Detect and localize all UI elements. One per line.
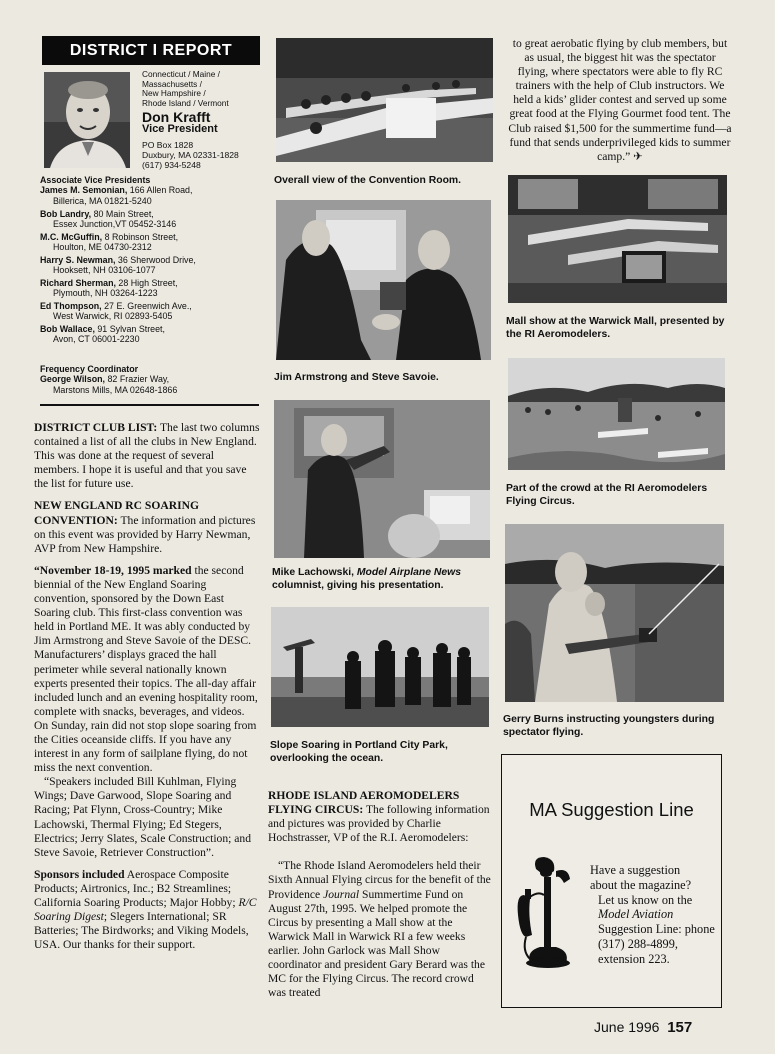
ma-line: Suggestion Line: phone — [598, 922, 715, 937]
paragraph-text: the second biennial of the New England Soaring convention, sponsored by the Down East Soaring club. This first-class convention was held in Portland ME. It was ably conducted by Jim Armstrong and Steve Savoie of the DESC. Manufacturers’ displays graced the hall perimeter while several nationally known experts presented their topics. The all-day affair included lunch and an evening hospitality room, complete with snacks, beverages, and videos. On Sunday, rain did not stop slope soaring from the Cities oceanside cliffs. If you have any interest in any form of sailplane flying, do not miss the next convention. — [34, 563, 258, 775]
paragraph-text: The information and pictures on this event was provided by Harry Newman, AVP from New Hampshire. — [34, 513, 256, 555]
avp-name: M.C. McGuffin, — [40, 231, 103, 242]
column-3-article-continuation — [508, 37, 732, 164]
avp-city: Billerica, MA 01821-5240 — [53, 195, 152, 206]
ma-line: Let us know on the — [598, 892, 693, 907]
avp-street: 27 E. Greenwich Ave., — [101, 300, 192, 311]
avp-city: Avon, CT 06001-2230 — [53, 334, 140, 345]
states-line: Rhode Island / Vermont — [142, 97, 229, 108]
issue-date: June 1996 — [594, 1019, 660, 1035]
lead-in: “November 18-19, 1995 marked — [34, 563, 192, 577]
column-1-article — [34, 421, 260, 952]
paragraph-soaring-convention — [34, 499, 260, 555]
avp-name: Bob Landry, — [40, 208, 92, 219]
lead-in: Sponsors included — [34, 867, 125, 881]
magazine-title: Model Airplane News — [356, 567, 462, 578]
avp-heading: Associate Vice Presidents — [40, 175, 151, 185]
freq-heading: Frequency Coordinator — [40, 364, 139, 374]
states-line: Connecticut / Maine / — [142, 69, 220, 79]
paragraph-text: to great aerobatic flying by club members, but as usual, the biggest hit was the spectator flying, where spectators were able to fly RC trainers with the help of Club instructors. We held a kids’ glider contest and served up some great food at the Flying Gourmet food tent. The Club raised $1,500 for the summertime fund—a fund that sends underprivileged kids to summer camp.” — [508, 37, 732, 163]
avp-name: Bob Wallace, — [40, 324, 95, 335]
avp-entry — [40, 185, 268, 206]
district-report-banner: DISTRICT I REPORT — [42, 36, 260, 65]
ma-phone-number: (317) 288-4899, — [598, 936, 678, 951]
associate-vp-list — [40, 175, 268, 347]
paragraph-club-list — [34, 421, 260, 491]
armstrong-savoie-photo — [276, 200, 491, 360]
avp-street: 28 High Street, — [115, 277, 178, 288]
freq-street: 82 Frazier Way, — [105, 374, 170, 385]
convention-room-photo — [276, 38, 493, 162]
page-footer — [594, 1018, 692, 1037]
caption-text: columnist, giving his presentation. — [272, 579, 444, 591]
candlestick-telephone-icon — [516, 855, 584, 973]
section-divider — [40, 404, 259, 406]
slope-soaring-photo — [271, 607, 489, 727]
paragraph-november — [34, 564, 260, 775]
caption-slope-soaring: Slope Soaring in Portland City Park, overlooking the ocean. — [270, 740, 448, 764]
address-line: PO Box 1828 — [142, 140, 194, 150]
flying-circus-crowd-photo — [508, 358, 725, 470]
paragraph-text: ; Slegers International; SR Batteries; The Birdworks; and Viking Models, USA. Our thanks for their support. — [34, 910, 249, 952]
magazine-title: Model Aviation — [598, 907, 674, 922]
spectator-flying-photo — [505, 524, 724, 702]
caption-lachowski — [272, 567, 494, 592]
avp-street: 8 Robinson Street, — [102, 231, 179, 242]
paragraph-sponsors — [34, 868, 260, 953]
avp-street: 166 Allen Road, — [127, 185, 193, 196]
suggestion-line-title: MA Suggestion Line — [529, 799, 694, 820]
avp-city: Houlton, ME 04730-2312 — [53, 242, 152, 253]
ma-suggestion-line-box — [501, 754, 722, 1008]
ma-line: about the magazine? — [590, 877, 692, 892]
avp-entry — [40, 278, 268, 299]
avp-name: Ed Thompson, — [40, 300, 102, 311]
avp-street: 36 Sherwood Drive, — [115, 254, 196, 265]
lachowski-presentation-photo — [274, 400, 490, 558]
avp-city: Hooksett, NH 03106-1077 — [53, 265, 156, 276]
paragraph-text: “The Rhode Island Aeromodelers held their Sixth Annual Flying circus for the benefit of the Providence — [268, 859, 491, 901]
avp-name: Richard Sherman, — [40, 277, 116, 288]
freq-city: Marstons Mills, MA 02648-1866 — [53, 384, 178, 395]
freq-name: George Wilson, — [40, 374, 106, 385]
avp-city: Essex Junction,VT 05452-3146 — [53, 218, 177, 229]
district-states — [142, 70, 262, 108]
paragraph-text: The following information and pictures was provided by Charlie Hochstrasser, VP of the R.I. Aeromodelers: — [268, 803, 490, 845]
paragraph-flying-circus — [268, 859, 492, 1000]
avp-city: Plymouth, NH 03264-1223 — [53, 288, 158, 299]
column-2-article — [268, 789, 492, 1000]
avp-entry — [40, 301, 268, 322]
paragraph-ri-aeromodelers — [268, 789, 492, 845]
magazine-title: R/C Soaring Digest — [34, 896, 257, 924]
states-line: New Hampshire / — [142, 88, 206, 99]
avp-entry — [40, 255, 268, 276]
caption-text: Mike Lachowski, — [272, 567, 357, 578]
freq-entry — [40, 374, 268, 395]
avp-entry — [40, 232, 268, 253]
caption-armstrong-savoie: Jim Armstrong and Steve Savoie. — [274, 372, 439, 383]
lead-in: NEW ENGLAND RC SOARING CONVENTION: — [34, 499, 200, 527]
ma-extension: extension 223. — [598, 951, 670, 966]
end-of-article-airplane-icon: ✈ — [633, 149, 643, 163]
lead-in: RHODE ISLAND AEROMODELERS FLYING CIRCUS: — [268, 789, 460, 817]
avp-name: James M. Semonian, — [40, 185, 128, 196]
caption-crowd: Part of the crowd at the RI Aeromodelers Flying Circus. — [506, 483, 708, 507]
caption-convention-room: Overall view of the Convention Room. — [274, 175, 462, 186]
avp-city: West Warwick, RI 02893-5405 — [53, 311, 173, 322]
suggestion-line-text — [590, 863, 720, 967]
avp-name: Harry S. Newman, — [40, 254, 116, 265]
avp-street: 91 Sylvan Street, — [94, 324, 165, 335]
avp-street: 80 Main Street, — [91, 208, 154, 219]
warwick-mall-show-photo — [508, 175, 727, 303]
paragraph-text: The last two columns contained a list of all the clubs in New England. This was done at the request of several members. I hope it is useful and that you save the list for future use. — [34, 421, 260, 491]
paragraph-speakers: “Speakers included Bill Kuhlman, Flying Wings; Dave Garwood, Slope Soaring and Racing; Pat Flynn, Cross-Country; Mike Lachowski, Thermal Flying; Ed Stegers, Electrics; Jerry Slates, Scale Construction; and Steve Savoie, Retriever Construction”. — [34, 775, 252, 859]
vp-title: Vice President — [142, 123, 218, 135]
ma-line: Have a suggestion — [590, 863, 681, 877]
caption-warwick-mall: Mall show at the Warwick Mall, presented by the RI Aeromodelers. — [506, 316, 725, 340]
caption-gerry-burns: Gerry Burns instructing youngsters during spectator flying. — [503, 714, 715, 738]
vp-address — [142, 141, 267, 170]
address-line: Duxbury, MA 02331-1828 — [142, 149, 239, 160]
paragraph-text: Aerospace Composite Products; Airtronics, Inc.; B2 Streamlines; California Soaring Products; Major Hobby; — [34, 867, 239, 909]
vp-name: Don Krafft — [142, 109, 211, 125]
frequency-coordinator — [40, 364, 268, 395]
avp-entry — [40, 209, 268, 230]
address-line: (617) 934-5248 — [142, 159, 201, 170]
page-number: 157 — [667, 1019, 693, 1036]
states-line: Massachusetts / — [142, 78, 202, 89]
vice-president-portrait-photo — [44, 72, 130, 168]
avp-entry — [40, 324, 268, 345]
paragraph-continuation — [508, 37, 732, 164]
paragraph-text: Summertime Fund on August 27th, 1995. We helped promote the Circus by presenting a Mall show at the Warwick Mall in Warwick RI a few weeks earlier. John Garlock was Mall Show coordinator and president Gary Berard was the MC for the Flying Circus. The record crowd was treated — [268, 887, 485, 1000]
newspaper-title: Journal — [323, 887, 360, 901]
lead-in: DISTRICT CLUB LIST: — [34, 421, 158, 434]
